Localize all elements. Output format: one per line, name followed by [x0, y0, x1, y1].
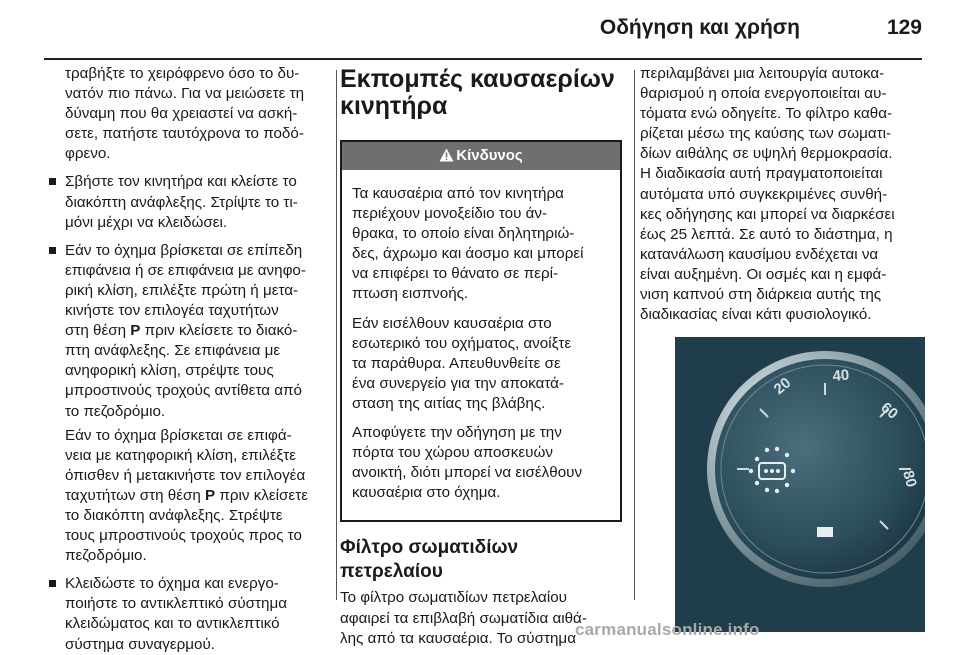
text-line: ρίζεται μέσω της καύσης των σωματι-	[640, 125, 892, 143]
text-line: εσωτερικό του οχήματος, ανοίξτε	[352, 334, 572, 352]
text-fragment: πριν κλείσετε το διακό-	[140, 322, 298, 340]
bullet-ignition	[48, 172, 330, 232]
text-fragment: ταχυτήτων στη θέση	[65, 486, 206, 504]
danger-paragraph	[352, 314, 610, 414]
header-rule	[44, 58, 922, 60]
section-title-engine-exhaust	[340, 66, 626, 120]
subsection-title-diesel-filter	[340, 536, 626, 584]
text-line: δίων αιθάλης σε υψηλή θερμοκρασία.	[640, 145, 893, 163]
text-line: Το φίλτρο σωματιδίων πετρελαίου	[340, 589, 567, 607]
intro-paragraph	[48, 64, 330, 164]
warning-triangle-icon	[439, 144, 454, 172]
column-divider-2	[634, 70, 635, 600]
text-line: δύναμη που θα χρειαστεί να ασκή-	[65, 105, 298, 123]
text-line: πτη ανάφλεξης. Σε επιφάνεια με	[65, 342, 281, 360]
text-line: τόματα ενώ οδηγείτε. Το φίλτρο καθα-	[640, 105, 893, 123]
text-line: πεζοδρόμιο.	[65, 547, 147, 565]
danger-body	[342, 170, 620, 520]
text-line: νατόν πιο πάνω. Για να μειώσετε τη	[65, 85, 305, 103]
text-line: όπισθεν ή μετακινήστε τον επιλογέα	[65, 466, 306, 484]
gauge-label-40: 40	[831, 366, 850, 385]
text-fragment: πριν κλείσετε	[215, 486, 308, 504]
text-line: Εάν το όχημα βρίσκεται σε επιφά-	[65, 426, 292, 444]
text-line: επιφάνεια ή σε επιφάνεια με ανηφο-	[65, 261, 306, 279]
column-divider-1	[336, 70, 337, 600]
text-line: Εάν εισέλθουν καυσαέρια στο	[352, 314, 552, 332]
text-line: ρική κλίση, επιλέξτε πρώτη ή μετα-	[65, 281, 299, 299]
watermark: carmanualsonline.info	[575, 620, 760, 639]
text-line: κατανάλωση καυσίμου ενδέχεται να	[640, 245, 879, 263]
text-line: νιση καπνού στη διάρκεια αυτής της	[640, 286, 882, 304]
left-column	[48, 64, 330, 655]
gear-position-p: P	[205, 486, 216, 504]
text-line: θρακα, το οποίο είναι δηλητηριώ-	[352, 225, 575, 243]
text-line: ανηφορική κλίση, στρέψτε τους	[65, 362, 274, 380]
text-line: ανοικτή, διότι μπορεί να εισέλθουν	[352, 464, 583, 482]
danger-header	[342, 142, 620, 170]
text-line: θαρισμού η οποία ενεργοποιείται αυ-	[640, 85, 887, 103]
text-line: ένα συνεργείο για την αποκατά-	[352, 374, 564, 392]
text-line: Εάν το όχημα βρίσκεται σε επίπεδη	[65, 241, 303, 259]
text-line: αυτόματα υπό συγκεκριμένες συνθή-	[640, 185, 888, 203]
text-line: είναι αυξημένη. Οι οσμές και η εμφά-	[640, 265, 887, 283]
text-line: περιλαμβάνει μια λειτουργία αυτοκα-	[640, 65, 885, 82]
text-line: φρενο.	[65, 145, 111, 163]
text-line: σετε, πατήστε ταυτόχρονα το ποδό-	[65, 125, 304, 143]
text-line: Κλειδώστε το όχημα και ενεργο-	[65, 575, 279, 593]
text-line: νεια με κατηφορική κλίση, επιλέξτε	[65, 446, 297, 464]
filter-description-paragraph	[640, 64, 924, 325]
bullet-lock-vehicle	[48, 574, 330, 654]
text-line: κινήστε τον επιλογέα ταχυτήτων	[65, 302, 279, 320]
text-line: πόρτα του χώρου αποσκευών	[352, 444, 553, 462]
text-line: τραβήξτε το χειρόφρενο όσο το δυ-	[65, 65, 300, 82]
instrument-gauge-illustration	[675, 337, 925, 632]
bullet-level-uphill	[48, 241, 330, 422]
text-line: μπροστινούς τροχούς αντίθετα από	[65, 382, 302, 400]
text-line: λης από τα καυσαέρια. Το σύστημα	[340, 629, 576, 647]
text-line: το διακόπτη ανάφλεξης. Στρέψτε	[65, 506, 283, 524]
danger-title: Κίνδυνος	[456, 147, 523, 164]
text-line: διακόπτη ανάφλεξης. Στρίψτε το τι-	[65, 193, 298, 211]
title-line: κινητήρα	[340, 92, 448, 120]
danger-paragraph	[352, 184, 610, 305]
title-line: Φίλτρο σωματιδίων	[340, 537, 519, 559]
gauge-label-20: 20	[770, 374, 795, 399]
text-line: κλειδώματος και το αντικλεπτικό	[65, 615, 280, 633]
text-line: μόνι μέχρι να κλειδώσει.	[65, 213, 228, 231]
page-number: 129	[886, 16, 922, 39]
text-line: ποιήστε το αντικλεπτικό σύστημα	[65, 595, 288, 613]
text-line: έως 25 λεπτά. Σε αυτό το διάστημα, η	[640, 225, 893, 243]
text-line: Η διαδικασία αυτή πραγματοποιείται	[640, 165, 883, 183]
danger-box	[340, 140, 622, 522]
text-line: σύστημα συναγερμού.	[65, 635, 216, 653]
gauge-label-80: 80	[899, 468, 920, 490]
text-line: σταση της αιτίας της βλάβης.	[352, 394, 546, 412]
text-line: τους μπροστινούς τροχούς προς το	[65, 527, 302, 545]
text-line: αφαιρεί τα επιβλαβή σωματίδια αιθά-	[340, 609, 587, 627]
text-line: Αποφύγετε την οδήγηση με την	[352, 424, 562, 442]
danger-paragraph	[352, 423, 610, 503]
gauge-label-60: 60	[877, 399, 902, 423]
text-line	[65, 321, 330, 341]
text-line: κες οδήγησης και μπορεί να διαρκέσει	[640, 205, 895, 223]
downhill-paragraph	[48, 426, 330, 567]
right-column	[640, 64, 924, 325]
text-line: πτωση εισπνοής.	[352, 285, 469, 303]
text-line: δες, άχρωμο και άοσμο και μπορεί	[352, 245, 584, 263]
text-line: τα παράθυρα. Απευθυνθείτε σε	[352, 354, 561, 372]
gear-position-p: P	[130, 322, 141, 340]
middle-column	[340, 64, 626, 649]
page-header-title: Οδήγηση και χρήση	[599, 16, 800, 39]
text-line: να επιφέρει το θάνατο σε περί-	[352, 265, 559, 283]
text-line: Τα καυσαέρια από τον κινητήρα	[352, 185, 564, 202]
text-line: Σβήστε τον κινητήρα και κλείστε το	[65, 173, 297, 191]
text-fragment: στη θέση	[65, 322, 131, 340]
title-line: πετρελαίου	[340, 561, 443, 583]
text-line: καυσαέρια στο όχημα.	[352, 484, 501, 502]
text-line: περιέχουν μονοξείδιο του άν-	[352, 205, 548, 223]
text-line: το πεζοδρόμιο.	[65, 402, 166, 420]
text-line: διαδικασίας είναι κάτι φυσιολογικό.	[640, 306, 872, 324]
title-line: Εκπομπές καυσαερίων	[340, 65, 615, 93]
text-line	[65, 486, 330, 506]
